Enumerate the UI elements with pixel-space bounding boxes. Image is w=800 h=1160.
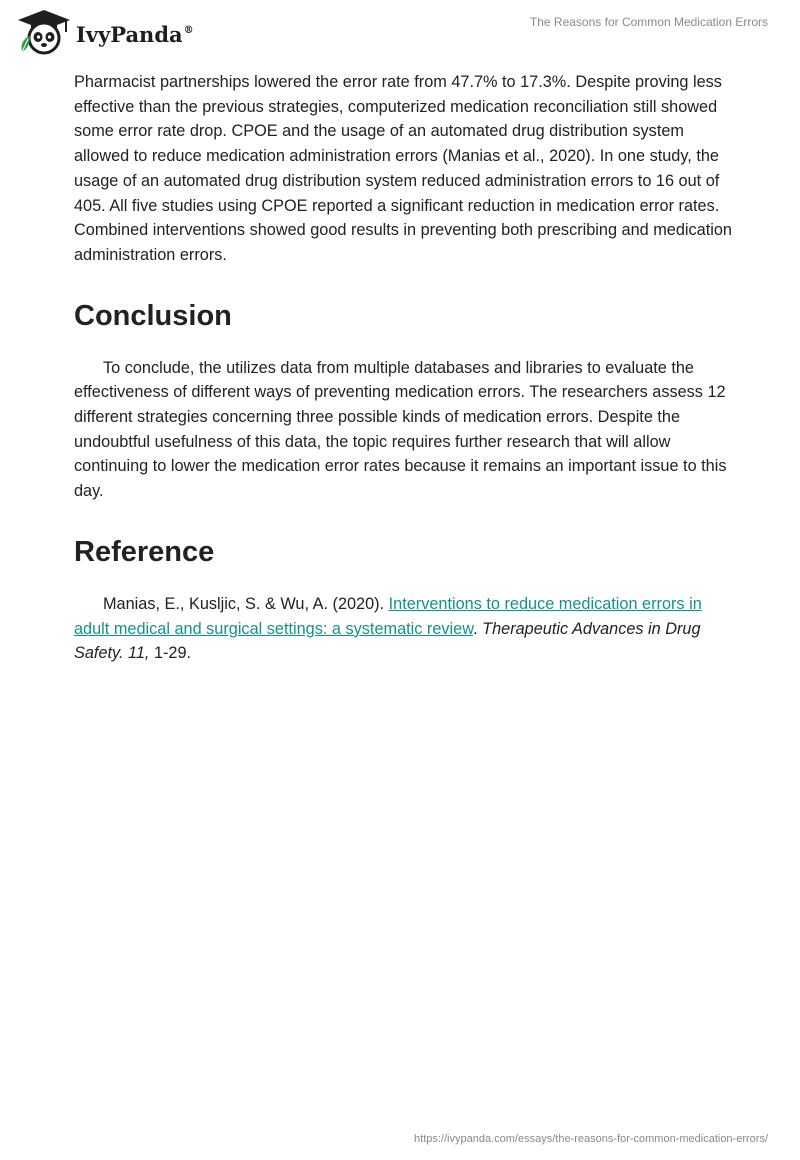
reference-entry [74, 592, 734, 666]
footer-url[interactable]: https://ivypanda.com/essays/the-reasons-for-common-medication-errors/ [414, 1133, 768, 1145]
ivypanda-logo[interactable] [14, 8, 194, 58]
page-header [0, 0, 800, 70]
conclusion-paragraph: To conclude, the utilizes data from multiple databases and libraries to evaluate the effectiveness of different ways of preventing medication errors. The researchers assess 12 different strategies concerning three possible kinds of medication errors. Despite the undoubtful usefulness of this data, the topic requires further research that will allow continuing to lower the medication error rates because it remains an important issue to this day. [74, 358, 727, 501]
panda-icon [14, 8, 72, 58]
reference-journal: Therapeutic Advances in Drug Safety. 11, [74, 619, 701, 663]
reference-authors: Manias, E., Kusljic, S. & Wu, A. (2020). [103, 594, 389, 613]
document-title: The Reasons for Common Medication Errors [529, 15, 768, 29]
reference-link[interactable]: Interventions to reduce medication errors in adult medical and surgical settings: a systematic review [74, 594, 702, 638]
intro-paragraph: Pharmacist partnerships lowered the error rate from 47.7% to 17.3%. Despite proving less effective than the previous strategies, computerized medication reconciliation still showed some error rate drop. CPOE and the usage of an automated drug distribution system allowed to reduce medication administration errors (Manias et al., 2020). In one study, the usage of an automated drug distribution system reduced administration errors to 16 out of 405. All five studies using CPOE reported a significant reduction in medication error rates. Combined interventions showed good results in preventing both prescribing and medication administration errors. [74, 73, 732, 264]
reference-period: . [473, 619, 483, 638]
reference-pages: 1-29. [149, 644, 192, 663]
reference-heading: Reference [74, 535, 215, 568]
article-body [74, 70, 734, 666]
brand-name: IvyPanda® [76, 21, 194, 47]
conclusion-heading: Conclusion [74, 299, 232, 332]
